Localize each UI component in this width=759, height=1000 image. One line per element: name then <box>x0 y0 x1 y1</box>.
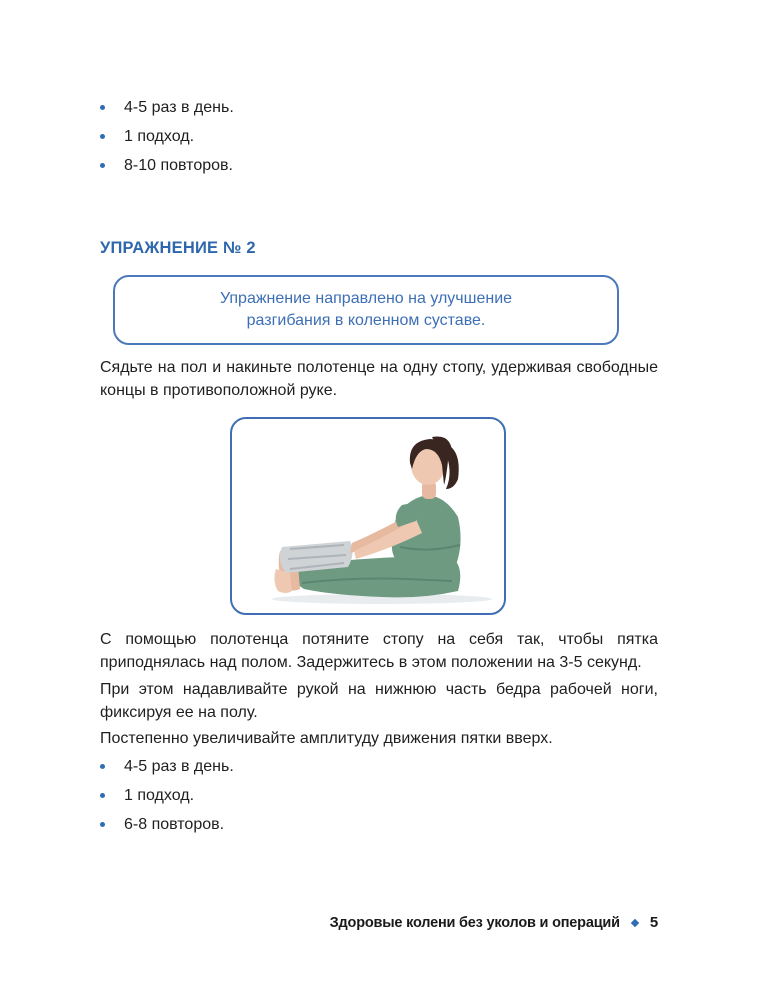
page-number: 5 <box>649 914 658 931</box>
list-item: 1 подход. <box>98 781 234 810</box>
instruction-paragraph: Сядьте на пол и накиньте полотенце на одну стопу, удерживая свободные концы в противоположной руке. <box>100 359 658 399</box>
exercise-photo <box>230 417 506 615</box>
instruction-paragraph: Постепенно увеличивайте амплитуду движения пятки вверх. <box>100 730 553 747</box>
list-item: 1 подход. <box>98 122 234 151</box>
book-title: Здоровые колени без уколов и операций <box>329 915 620 931</box>
list-item: 6-8 повторов. <box>98 810 234 839</box>
bullet-icon <box>100 822 105 827</box>
list-item: 8-10 повторов. <box>98 151 234 180</box>
instruction-paragraph: С помощью полотенца потяните стопу на себя так, чтобы пятка приподнялась над полом. Задержитесь в этом положении на 3-5 секунд. <box>100 631 658 671</box>
bullet-icon <box>100 163 105 168</box>
bullet-icon <box>100 134 105 139</box>
bottom-bullet-list <box>98 752 234 839</box>
exercise-heading: УПРАЖНЕНИЕ № 2 <box>100 239 256 257</box>
callout-line: разгибания в коленном суставе. <box>246 312 486 329</box>
seated-towel-stretch-illustration <box>232 419 504 613</box>
top-bullet-list <box>98 93 234 180</box>
diamond-separator-icon <box>631 919 639 927</box>
bullet-icon <box>100 764 105 769</box>
bullet-icon <box>100 793 105 798</box>
bullet-icon <box>100 105 105 110</box>
list-item: 4-5 раз в день. <box>98 752 234 781</box>
list-item: 4-5 раз в день. <box>98 93 234 122</box>
callout-line: Упражнение направлено на улучшение <box>219 290 513 307</box>
instruction-paragraph: При этом надавливайте рукой на нижнюю часть бедра рабочей ноги, фиксируя ее на полу. <box>100 681 658 721</box>
page-footer <box>330 912 658 934</box>
exercise-purpose-callout <box>113 275 619 345</box>
